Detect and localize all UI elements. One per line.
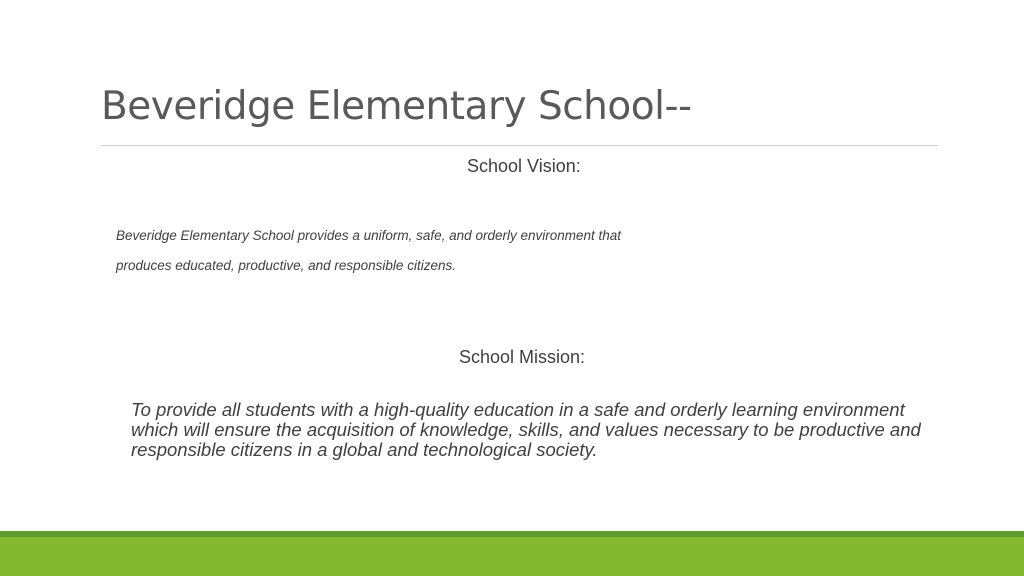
mission-statement: To provide all students with a high-quality education in a safe and orderly learning environment which will ensure the acquisition of knowledge, skills, and values necessary to be productive and responsible citizens in a global and technological society. [131, 399, 921, 460]
mission-heading: School Mission: [459, 347, 586, 367]
footer-band-stripe [0, 531, 1024, 537]
vision-heading: School Vision: [467, 156, 581, 176]
slide-title: Beveridge Elementary School-- [101, 84, 692, 129]
footer-band [0, 531, 1024, 576]
vision-statement [116, 221, 736, 281]
title-divider [101, 145, 938, 146]
vision-line: Beveridge Elementary School provides a uniform, safe, and orderly environment that [116, 228, 622, 243]
vision-line: produces educated, productive, and responsible citizens. [116, 258, 456, 273]
